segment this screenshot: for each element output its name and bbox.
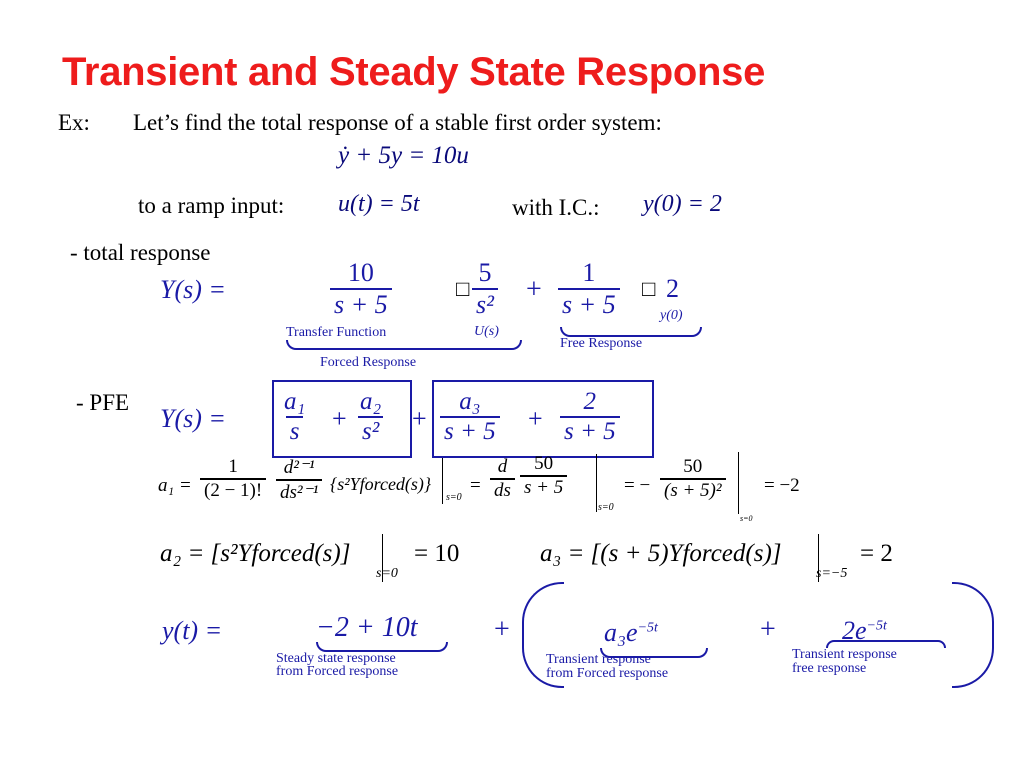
ic-label: with I.C.: [512, 195, 600, 220]
a1-factorial: (2 − 1)! [200, 478, 266, 502]
a1-s5sq: (s + 5)² [660, 478, 726, 502]
forced-response-label: Forced Response [320, 355, 417, 370]
2e-exponent: −5t [866, 618, 887, 634]
pfe-label: - PFE [76, 390, 130, 415]
a1-eq: = [470, 475, 481, 496]
final-lhs: y(t) = [162, 616, 223, 645]
y0-label: y(0) [660, 308, 683, 323]
steady-label-1: Steady state response [276, 651, 396, 666]
a3e: a₃e [604, 618, 638, 647]
us-label: U(s) [474, 324, 499, 339]
a2-equation: a₂ = [s²Yforced(s)] [160, 540, 351, 567]
free-numerator: 1 [582, 258, 596, 287]
transfer-function-fraction [330, 258, 392, 320]
a1-dds: ds [490, 478, 515, 502]
final-plus-2: + [760, 614, 776, 645]
steady-label-2: from Forced response [276, 664, 399, 679]
a2-at: s=0 [376, 566, 398, 581]
a1-s5: s + 5 [520, 475, 567, 499]
pfe-s: s [286, 416, 304, 446]
pfe-a2: a₂ [360, 388, 382, 415]
steady-state-expr: −2 + 10t [316, 612, 418, 643]
a1-body: {s²Yforced(s)} [330, 474, 432, 494]
plus-symbol: + [526, 274, 542, 305]
free-denominator: s + 5 [558, 288, 620, 320]
pfe-lhs: Y(s) = [160, 404, 226, 433]
a1-eval-bar [442, 458, 443, 504]
pfe-term-3 [440, 388, 500, 446]
ic-equation: y(0) = 2 [643, 191, 722, 217]
a1-one: 1 [228, 456, 238, 477]
a1-dd: d [497, 456, 508, 477]
a3-equation: a₃ = [(s + 5)Yforced(s)] [540, 540, 782, 567]
times-symbol: □ [456, 276, 470, 301]
a1-fifty: 50 [534, 453, 554, 474]
pfe-s5-a: s + 5 [440, 416, 500, 446]
tf-denominator: s + 5 [330, 288, 392, 320]
total-response-label: - total response [70, 240, 211, 265]
total-lhs: Y(s) = [160, 275, 226, 304]
a3-at: s=−5 [816, 566, 848, 581]
ic-value: 2 [666, 274, 679, 303]
slide-title: Transient and Steady State Response [62, 50, 766, 94]
trans-label-2: from Forced response [546, 666, 669, 681]
pfe-plus-2: + [412, 404, 427, 433]
right-big-paren [952, 582, 994, 688]
a1-result: = −2 [764, 475, 800, 496]
ex-label: Ex: [58, 110, 90, 135]
a1-eval-bar-3 [738, 452, 739, 514]
ramp-label: to a ramp input: [138, 193, 285, 218]
pfe-two: 2 [583, 388, 597, 415]
a1-at-2: s=0 [598, 502, 614, 513]
transient-forced-expr [604, 618, 658, 648]
pfe-term-1 [280, 388, 309, 446]
a1-eval-bar-2 [596, 454, 597, 512]
free-label-2: free response [792, 661, 867, 676]
tf-numerator: 10 [347, 258, 374, 287]
a2-result: = 10 [414, 540, 460, 567]
u-denominator: s² [472, 288, 498, 320]
intro-sentence: Let’s find the total response of a stable first order system: [133, 110, 662, 135]
a1-fifty-fraction [520, 453, 567, 499]
a3e-exponent: −5t [637, 620, 658, 636]
pfe-s5-b: s + 5 [560, 416, 620, 446]
a1-at-3: s=0 [740, 514, 753, 523]
times-symbol-2: □ [642, 276, 656, 301]
pfe-a1: a₁ [284, 388, 306, 415]
free-response-label: Free Response [560, 336, 643, 351]
pfe-a3: a₃ [459, 388, 481, 415]
pfe-plus-1: + [332, 404, 347, 433]
forced-response-brace [286, 340, 522, 350]
trans-label-1: Transient response [546, 652, 651, 667]
free-fraction [558, 258, 620, 320]
a1-dds-fraction [490, 456, 515, 502]
a1-d: d²⁻¹ [283, 457, 315, 478]
pfe-s2: s² [358, 416, 383, 446]
pfe-term-2 [356, 388, 385, 446]
a3-result: = 2 [860, 540, 893, 567]
a1-at: s=0 [446, 492, 462, 503]
a1-derivative-fraction [276, 456, 322, 504]
u-numerator: 5 [478, 258, 492, 287]
pfe-plus-3: + [528, 404, 543, 433]
free-label-1: Transient response [792, 647, 897, 662]
a1-lhs: a₁ = [158, 475, 192, 496]
system-equation: ẏ + 5y = 10u [338, 142, 469, 169]
transfer-function-label: Transfer Function [286, 325, 387, 340]
a1-factorial-fraction [200, 456, 266, 502]
final-plus: + [494, 614, 510, 645]
pfe-term-4 [560, 388, 620, 446]
a1-fifty2-fraction [660, 456, 726, 502]
a1-fifty2: 50 [683, 456, 703, 477]
a1-eq2: = − [624, 475, 651, 496]
a1-ds: ds²⁻¹ [276, 479, 322, 504]
input-fraction [472, 258, 498, 320]
2e: 2e [842, 616, 867, 645]
ramp-equation: u(t) = 5t [338, 191, 420, 217]
